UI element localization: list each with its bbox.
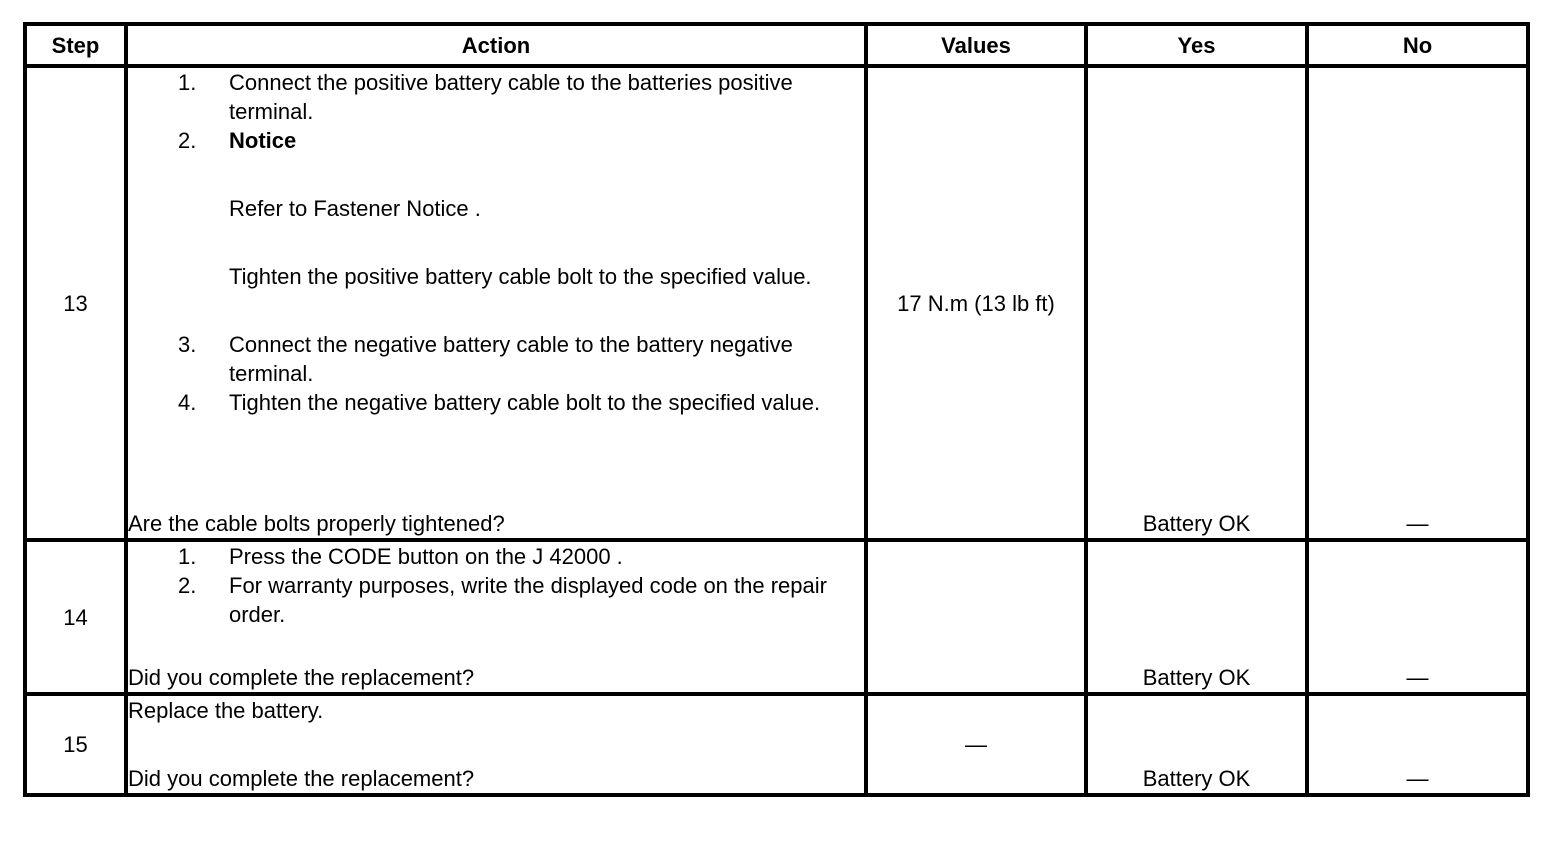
- list-item: [128, 571, 864, 629]
- values-cell: 17 N.m (13 lb ft): [866, 66, 1086, 540]
- item-number: 3.: [178, 332, 197, 357]
- item-number: 2.: [178, 573, 197, 598]
- action-cell: [126, 694, 866, 795]
- question-text: Are the cable bolts properly tightened?: [128, 511, 505, 536]
- step-number: 14: [25, 540, 126, 694]
- item-number: 1.: [178, 70, 197, 95]
- header-yes: Yes: [1086, 24, 1307, 66]
- yes-cell: Battery OK: [1086, 66, 1307, 540]
- item-number: 1.: [178, 544, 197, 569]
- no-cell: —: [1307, 694, 1528, 795]
- item-text: Tighten the positive battery cable bolt to the specified value.: [229, 264, 812, 289]
- list-item: [128, 68, 864, 126]
- notice-text: Refer to Fastener Notice .: [229, 196, 481, 221]
- step-number: 13: [25, 66, 126, 540]
- item-text: Connect the positive battery cable to the batteries positive terminal.: [229, 70, 793, 124]
- yes-cell: Battery OK: [1086, 540, 1307, 694]
- no-cell: —: [1307, 66, 1528, 540]
- step-number: 15: [25, 694, 126, 795]
- header-values: Values: [866, 24, 1086, 66]
- question-text: Did you complete the replacement?: [128, 665, 475, 690]
- table-row: [25, 66, 1528, 540]
- values-cell: [866, 540, 1086, 694]
- values-cell: —: [866, 694, 1086, 795]
- yes-cell: Battery OK: [1086, 694, 1307, 795]
- action-text: Replace the battery.: [128, 698, 324, 723]
- item-text: For warranty purposes, write the displayed code on the repair order.: [229, 573, 827, 627]
- list-item: [128, 542, 864, 571]
- action-cell: [126, 66, 866, 540]
- notice-title: Notice: [229, 128, 297, 153]
- action-cell: [126, 540, 866, 694]
- table-row: [25, 694, 1528, 795]
- header-row: [25, 24, 1528, 66]
- list-item: [128, 126, 864, 291]
- action-steps: [128, 542, 864, 629]
- header-step: Step: [25, 24, 126, 66]
- no-cell: —: [1307, 540, 1528, 694]
- diagnostic-table: [23, 22, 1530, 797]
- list-item: [128, 388, 864, 417]
- item-text: Connect the negative battery cable to the battery negative terminal.: [229, 332, 793, 386]
- item-number: 4.: [178, 390, 197, 415]
- question-text: Did you complete the replacement?: [128, 766, 475, 791]
- header-action: Action: [126, 24, 866, 66]
- item-text: Tighten the negative battery cable bolt to the specified value.: [229, 390, 821, 415]
- action-steps: [128, 68, 864, 417]
- header-no: No: [1307, 24, 1528, 66]
- list-item: [128, 330, 864, 388]
- item-number: 2.: [178, 128, 197, 153]
- table-row: [25, 540, 1528, 694]
- item-text: Press the CODE button on the J 42000 .: [229, 544, 623, 569]
